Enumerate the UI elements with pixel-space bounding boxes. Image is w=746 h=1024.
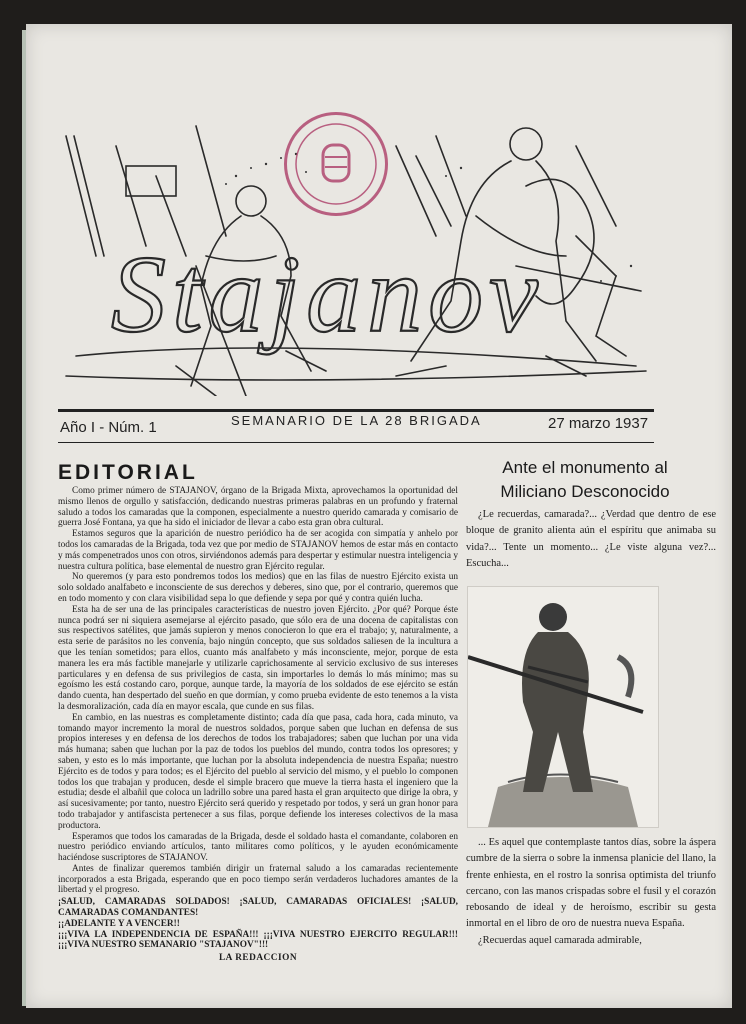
masthead-subtitle: SEMANARIO DE LA 28 BRIGADA	[231, 413, 482, 428]
article-paragraph: ... Es aquel que contemplaste tantos días, sobre la áspera cumbre de la sierra o sobre la inmensa planicie del llano, la frente enhiesta, en el rostro la sonrisa optimista del triunfo cercano, con las manos crispadas sobre el fusil y el corazón rebosando de ideal y de heroísmo, escribir su gesta inmortal en el libro de oro de nuestra nueva España.	[466, 837, 716, 930]
editorial-paragraph: Estamos seguros que la aparición de nuestro periódico ha de ser acogida con simpatía y anhelo por todos los camaradas de la Brigada, toda vez que por medio de STAJANOV hemos de estar más en contacto y más compenetrados unos con otros, sirviéndonos además para despertar y estimular nuestra inteligencia y nuestra cultura política, base elemental de nuestro gran Ejército regular.	[58, 529, 458, 572]
issue-date: 27 marzo 1937	[548, 415, 649, 432]
editorial-paragraph: Como primer número de STAJANOV, órgano de la Brigada Mixta, aprovechamos la oportunidad del mismo llenos de orgullo y satisfacción, dedicando nuestras primeras palabras en un profundo y fraternal saludo a todos los camaradas que la componen, especialmente a nuestro querido camarada y comisario de guerra José Fontana, ya que ha sido el iniciador de llevar a cabo esta gran obra cultural.	[58, 486, 458, 529]
article-title-line: Ante el monumento al	[502, 458, 668, 477]
editorial-slogans	[58, 897, 458, 951]
newspaper-page	[26, 24, 732, 1008]
library-stamp-icon	[284, 112, 388, 216]
masthead-rule-bottom	[58, 442, 654, 443]
slogan-line: ¡¡¡VIVA LA INDEPENDENCIA DE ESPAÑA!!! ¡¡¡VIVA NUESTRO EJERCITO REGULAR!!! ¡¡¡VIVA NUESTRO SEMANARIO "STAJANOV"!!!	[58, 929, 458, 951]
editorial-heading: EDITORIAL	[58, 461, 198, 484]
editorial-paragraph: Esperamos que todos los camaradas de la Brigada, desde el soldado hasta el comandante, colaboren en nuestro periódico enviando artículos, tanto militares como políticos, y le ayuden económicamente haciéndose suscriptores de STAJANOV.	[58, 831, 458, 864]
issue-number: Año I - Núm. 1	[60, 419, 157, 436]
article-intro	[466, 507, 716, 573]
editorial-paragraph: Esta ha de ser una de las principales características de nuestro joven Ejército. ¿Por qué? Porque éste nunca podrá ser ni siquiera asemejarse al ejército pasado, que sólo era de una docena de capitalistas con sus respectivos satélites, que jamás supieron y menos conocieron lo que era el trabajo; y, naturalmente, a esta serie de parásitos no les convenía, bajo ningún concepto, que sus soldados saliesen de la incultura a que les tenían sometidos; para ellos, cuanto más analfabeto y más inconsciente, mejor, porque de esta manera les era más factible manejarle y utilizarle caprichosamente al servicio exclusivo de sus intereses particulares y en defensa de sus privilegios de casta, sin importarles lo demás lo más mínimo; mas su egoísmo les está costando caro, porque, aunque tarde, la mayoría de los soldados de ese ejército se están dando cuenta, han despertado del sueño en que dormían, y como prueba evidente de esto tenemos a la vista la desmoralización, cada día en mayor escala, que cunde en sus filas.	[58, 604, 458, 712]
masthead-rule-top	[58, 409, 654, 412]
monument-photo	[467, 586, 659, 828]
editorial-paragraph: Antes de finalizar queremos también dirigir un fraternal saludo a los camaradas recientemente incorporados a esta Brigada, esperando que en poco tiempo serán verdaderos luchadores amantes de la libertad y el progreso.	[58, 863, 458, 896]
editorial-paragraph: No queremos (y para esto pondremos todos los medios) que en las filas de nuestro Ejército exista un solo soldado analfabeto e inconsciente de sus derechos y deberes, sino que, por el contrario, queremos que en todo momento y con clara visibilidad sepa lo que defiende y sepa por qué y contra quién lucha.	[58, 572, 458, 604]
masthead-title: Stajanov	[111, 233, 544, 355]
article-intro-paragraph: ¿Le recuerdas, camarada?... ¿Verdad que dentro de ese bloque de granito alienta aún el espíritu que animaba su vida?... Tente un momento... ¿Le viste alguna vez?... Escucha...	[466, 509, 716, 570]
article-body	[466, 835, 716, 949]
editorial-column	[58, 486, 458, 964]
slogan-line: ¡SALUD, CAMARADAS SOLDADOS! ¡SALUD, CAMARADAS OFICIALES! ¡SALUD, CAMARADAS COMANDANTES!	[58, 897, 458, 919]
editorial-signature: LA REDACCION	[218, 953, 298, 964]
slogan-line: ¡¡ADELANTE Y A VENCER!!	[58, 918, 180, 929]
editorial-paragraph: En cambio, en las nuestras es completamente distinto; cada día que pasa, cada hora, cada minuto, va tomando mayor incremento la moral de nuestros soldados, porque saben que luchan en defensa de sus propios intereses y en defensa de los derechos de todos los trabajadores; saben que luchan por una vida más humana; saben que luchan por la paz de todos los pueblos del mundo, contra todos los opresores; y saben, y esto es lo más importante, que luchan por la absoluta independencia de nuestra España; nuestro Ejército es de todos y para todos; es el Ejército del pueblo al servicio del mismo, y el pueblo lo componen todos los que trabajan y producen, desde el simple bracero que mueve la tierra hasta el ingeniero que la estudia; desde el albañil que coloca un ladrillo sobre una pared hasta el gran arquitecto que dirige la obra, y así sucesivamente; por tanto, nuestro Ejército será querido y respetado por todos, y será un gran honor para todo trabajador y antifascista pertenecer a sus filas, porque defiende los intereses colectivos de la masa productora.	[58, 712, 458, 831]
article-title	[460, 456, 710, 504]
article-title-line: Miliciano Desconocido	[500, 482, 670, 501]
article-paragraph: ¿Recuerdas aquel camarada admirable,	[478, 934, 642, 946]
